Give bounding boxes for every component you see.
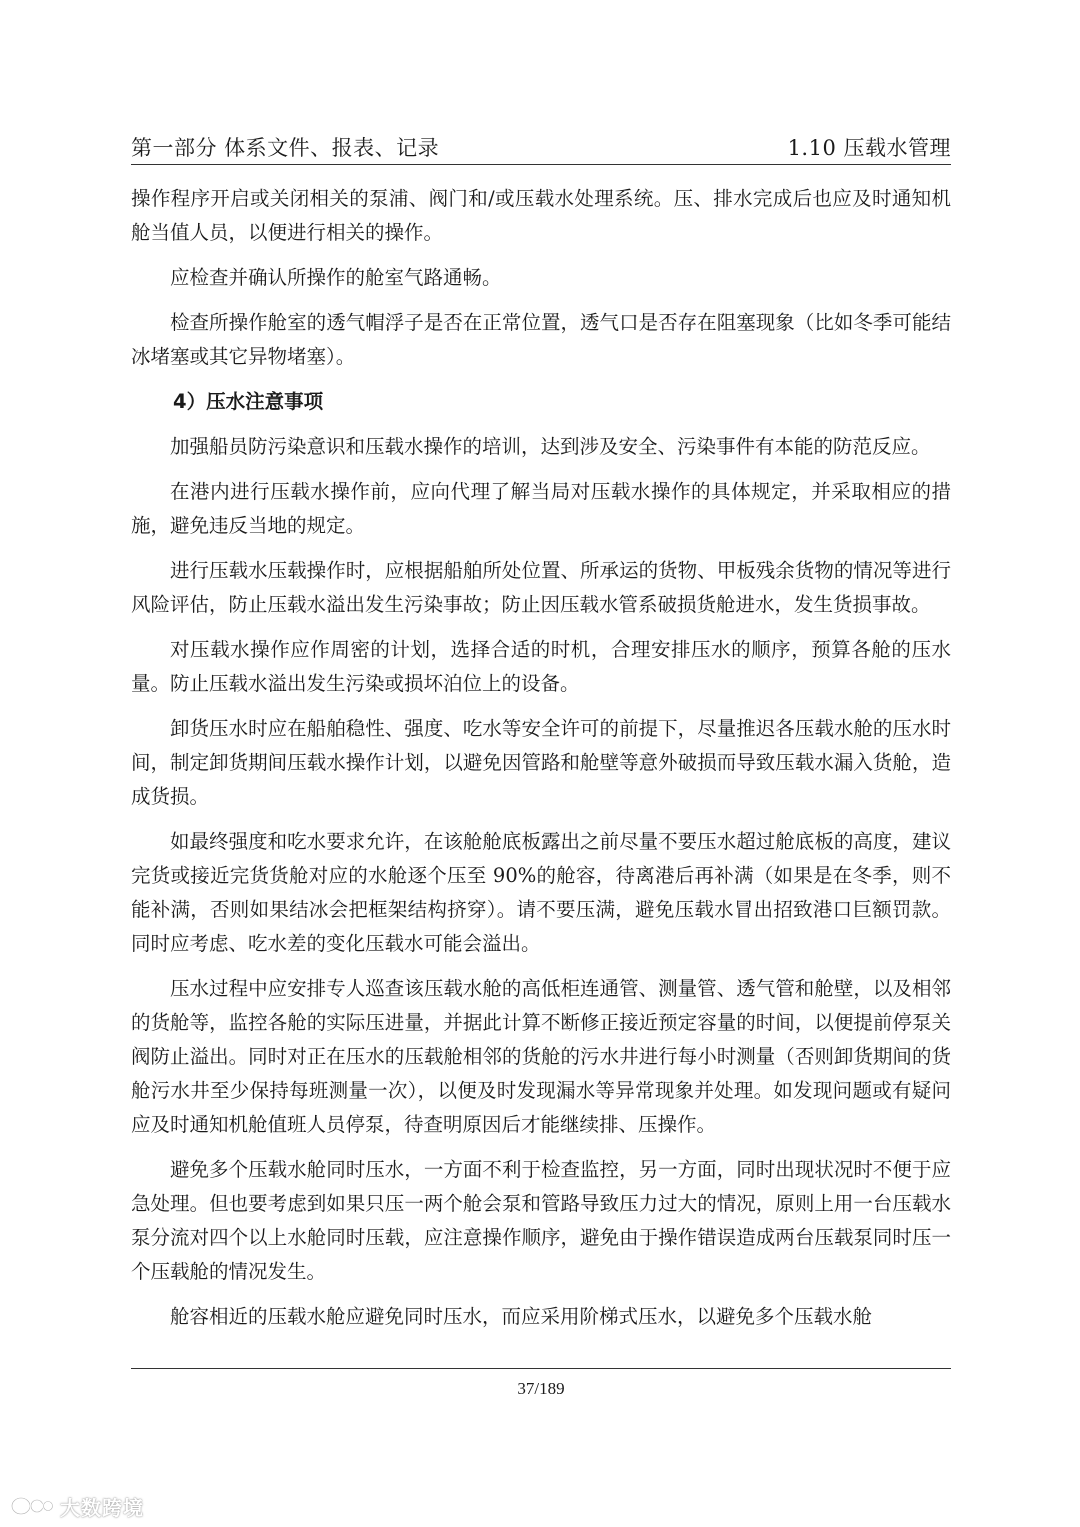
page-number: 37/189 xyxy=(517,1379,565,1398)
document-body xyxy=(131,182,951,1345)
page-footer xyxy=(131,1368,951,1398)
header-section-title: 第一部分 体系文件、报表、记录 xyxy=(131,136,440,160)
section-heading: 4）压水注意事项 xyxy=(173,390,324,413)
paragraph: 加强船员防污染意识和压载水操作的培训，达到涉及安全、污染事件有本能的防范反应。 xyxy=(170,435,931,458)
watermark-logo-icon xyxy=(10,1495,54,1517)
header-chapter-title: 1.10 压载水管理 xyxy=(787,136,951,160)
paragraph: 应检查并确认所操作的舱室气路通畅。 xyxy=(170,266,502,289)
page-header xyxy=(131,130,951,165)
paragraph: 压水过程中应安排专人巡查该压载水舱的高低柜连通管、测量管、透气管和舱壁，以及相邻的货舱等，监控各舱的实际压进量，并据此计算不断修正接近预定容量的时间，以便提前停泵关阀防止溢出。同时对正在压水的压载舱相邻的货舱的污水井进行每小时测量（否则卸货期间的货舱污水井至少保持每班测量一次），以便及时发现漏水等异常现象并处理。如发现问题或有疑问应及时通知机舱值班人员停泵，待查明原因后才能继续排、压操作。 xyxy=(131,977,951,1136)
paragraph: 避免多个压载水舱同时压水，一方面不利于检查监控，另一方面，同时出现状况时不便于应急处理。但也要考虑到如果只压一两个舱会泵和管路导致压力过大的情况，原则上用一台压载水泵分流对四个以上水舱同时压载，应注意操作顺序，避免由于操作错误造成两台压载泵同时压一个压载舱的情况发生。 xyxy=(131,1158,951,1283)
paragraph: 对压载水操作应作周密的计划，选择合适的时机，合理安排压水的顺序，预算各舱的压水量。防止压载水溢出发生污染或损坏泊位上的设备。 xyxy=(131,638,951,695)
paragraph: 如最终强度和吃水要求允许，在该舱舱底板露出之前尽量不要压水超过舱底板的高度，建议完货或接近完货货舱对应的水舱逐个压至 90%的舱容，待离港后再补满（如果是在冬季，则不能补满，否则如果结冰会把框架结构挤穿）。请不要压满，避免压载水冒出招致港口巨额罚款。同时应考虑、吃水差的变化压载水可能会溢出。 xyxy=(131,830,951,955)
paragraph: 舱容相近的压载水舱应避免同时压水，而应采用阶梯式压水，以避免多个压载水舱 xyxy=(170,1305,873,1328)
watermark xyxy=(10,1492,144,1520)
paragraph: 进行压载水压载操作时，应根据船舶所处位置、所承运的货物、甲板残余货物的情况等进行风险评估，防止压载水溢出发生污染事故；防止因压载水管系破损货舱进水，发生货损事故。 xyxy=(131,559,951,616)
paragraph: 卸货压水时应在船舶稳性、强度、吃水等安全许可的前提下，尽量推迟各压载水舱的压水时间，制定卸货期间压载水操作计划，以避免因管路和舱壁等意外破损而导致压载水漏入货舱，造成货损。 xyxy=(131,717,951,808)
watermark-text: 大数跨境 xyxy=(60,1495,144,1520)
paragraph: 操作程序开启或关闭相关的泵浦、阀门和/或压载水处理系统。压、排水完成后也应及时通知机舱当值人员，以便进行相关的操作。 xyxy=(131,187,951,244)
paragraph: 在港内进行压载水操作前，应向代理了解当局对压载水操作的具体规定，并采取相应的措施，避免违反当地的规定。 xyxy=(131,480,951,537)
paragraph: 检查所操作舱室的透气帽浮子是否在正常位置，透气口是否存在阻塞现象（比如冬季可能结冰堵塞或其它异物堵塞）。 xyxy=(131,311,951,368)
